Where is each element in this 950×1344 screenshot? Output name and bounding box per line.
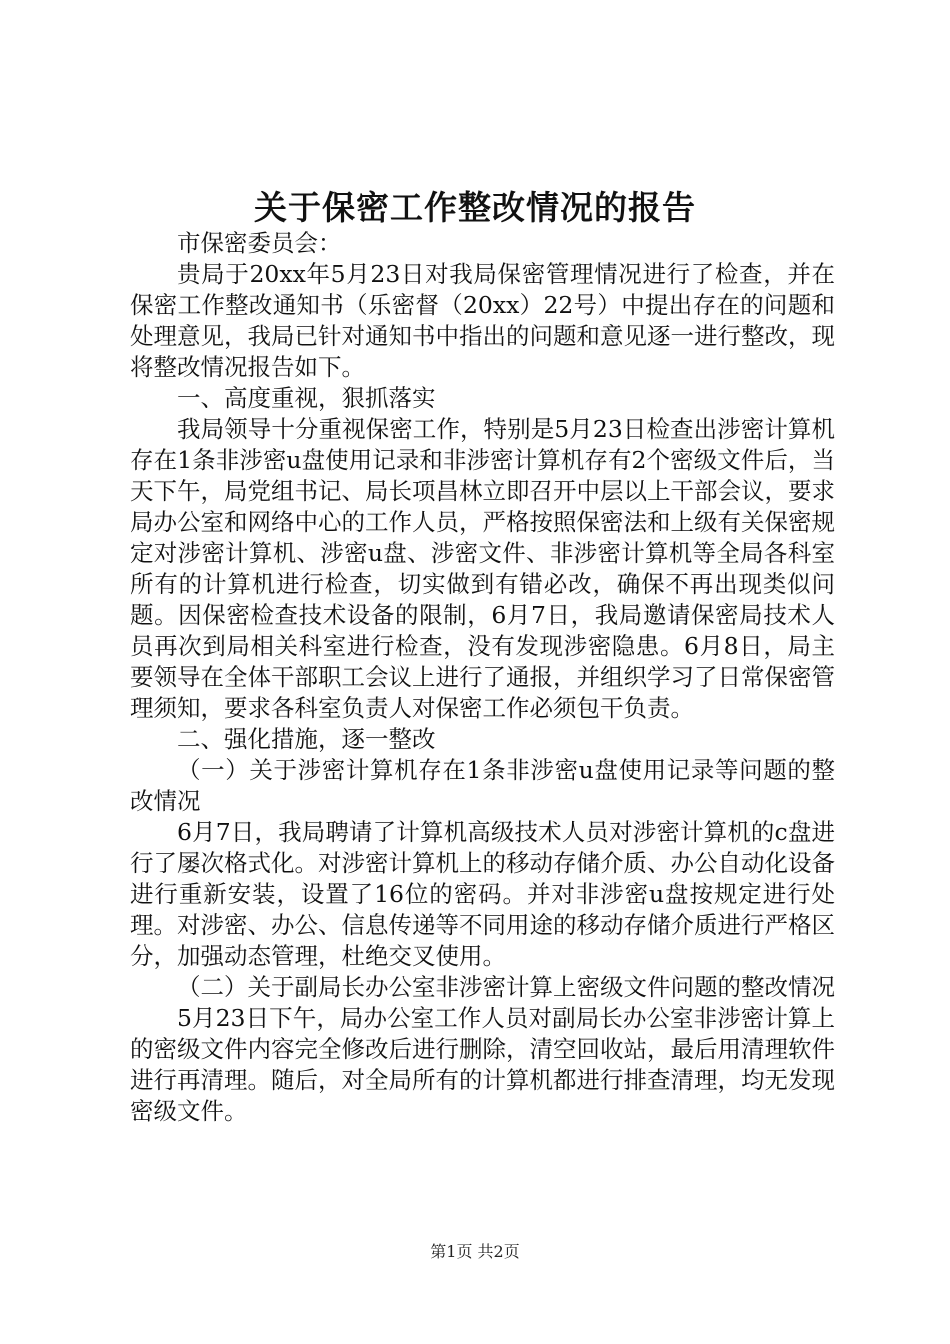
paragraph-subsection-1: 6月7日，我局聘请了计算机高级技术人员对涉密计算机的c盘进行了屡次格式化。对涉密计算机上的移动存储介质、办公自动化设备进行重新安装，设置了16位的密码。并对非涉密u盘按规定进行处理。对涉密、办公、信息传递等不同用途的移动存储介质进行严格区分，加强动态管理，杜绝交叉使用。 <box>130 818 835 970</box>
section-heading-2: 二、强化措施，逐一整改 <box>177 725 436 753</box>
subsection-heading-1: （一）关于涉密计算机存在1条非涉密u盘使用记录等问题的整改情况 <box>130 756 835 815</box>
document-title: 关于保密工作整改情况的报告 <box>254 188 696 227</box>
section-heading-1: 一、高度重视，狠抓落实 <box>177 384 436 412</box>
page-footer: 第1页 共2页 <box>430 1242 520 1261</box>
paragraph-subsection-2: 5月23日下午，局办公室工作人员对副局长办公室非涉密计算上的密级文件内容完全修改后进行删除，清空回收站，最后用清理软件进行再清理。随后，对全局所有的计算机都进行排查清理，均无发现密级文件。 <box>130 1004 835 1125</box>
paragraph-intro: 贵局于20xx年5月23日对我局保密管理情况进行了检查，并在保密工作整改通知书（乐密督（20xx）22号）中提出存在的问题和处理意见，我局已针对通知书中指出的问题和意见逐一进行整改，现将整改情况报告如下。 <box>130 260 835 381</box>
salutation: 市保密委员会： <box>177 229 342 257</box>
subsection-heading-2: （二）关于副局长办公室非涉密计算上密级文件问题的整改情况 <box>177 973 835 1001</box>
paragraph-section-1: 我局领导十分重视保密工作，特别是5月23日检查出涉密计算机存在1条非涉密u盘使用记录和非涉密计算机存有2个密级文件后，当天下午，局党组书记、局长项昌林立即召开中层以上干部会议，要求局办公室和网络中心的工作人员，严格按照保密法和上级有关保密规定对涉密计算机、涉密u盘、涉密文件、非涉密计算机等全局各科室所有的计算机进行检查，切实做到有错必改，确保不再出现类似问题。因保密检查技术设备的限制，6月7日，我局邀请保密局技术人员再次到局相关科室进行检查，没有发现涉密隐患。6月8日，局主要领导在全体干部职工会议上进行了通报，并组织学习了日常保密管理须知，要求各科室负责人对保密工作必须包干负责。 <box>130 415 835 722</box>
document-body <box>130 228 835 1127</box>
